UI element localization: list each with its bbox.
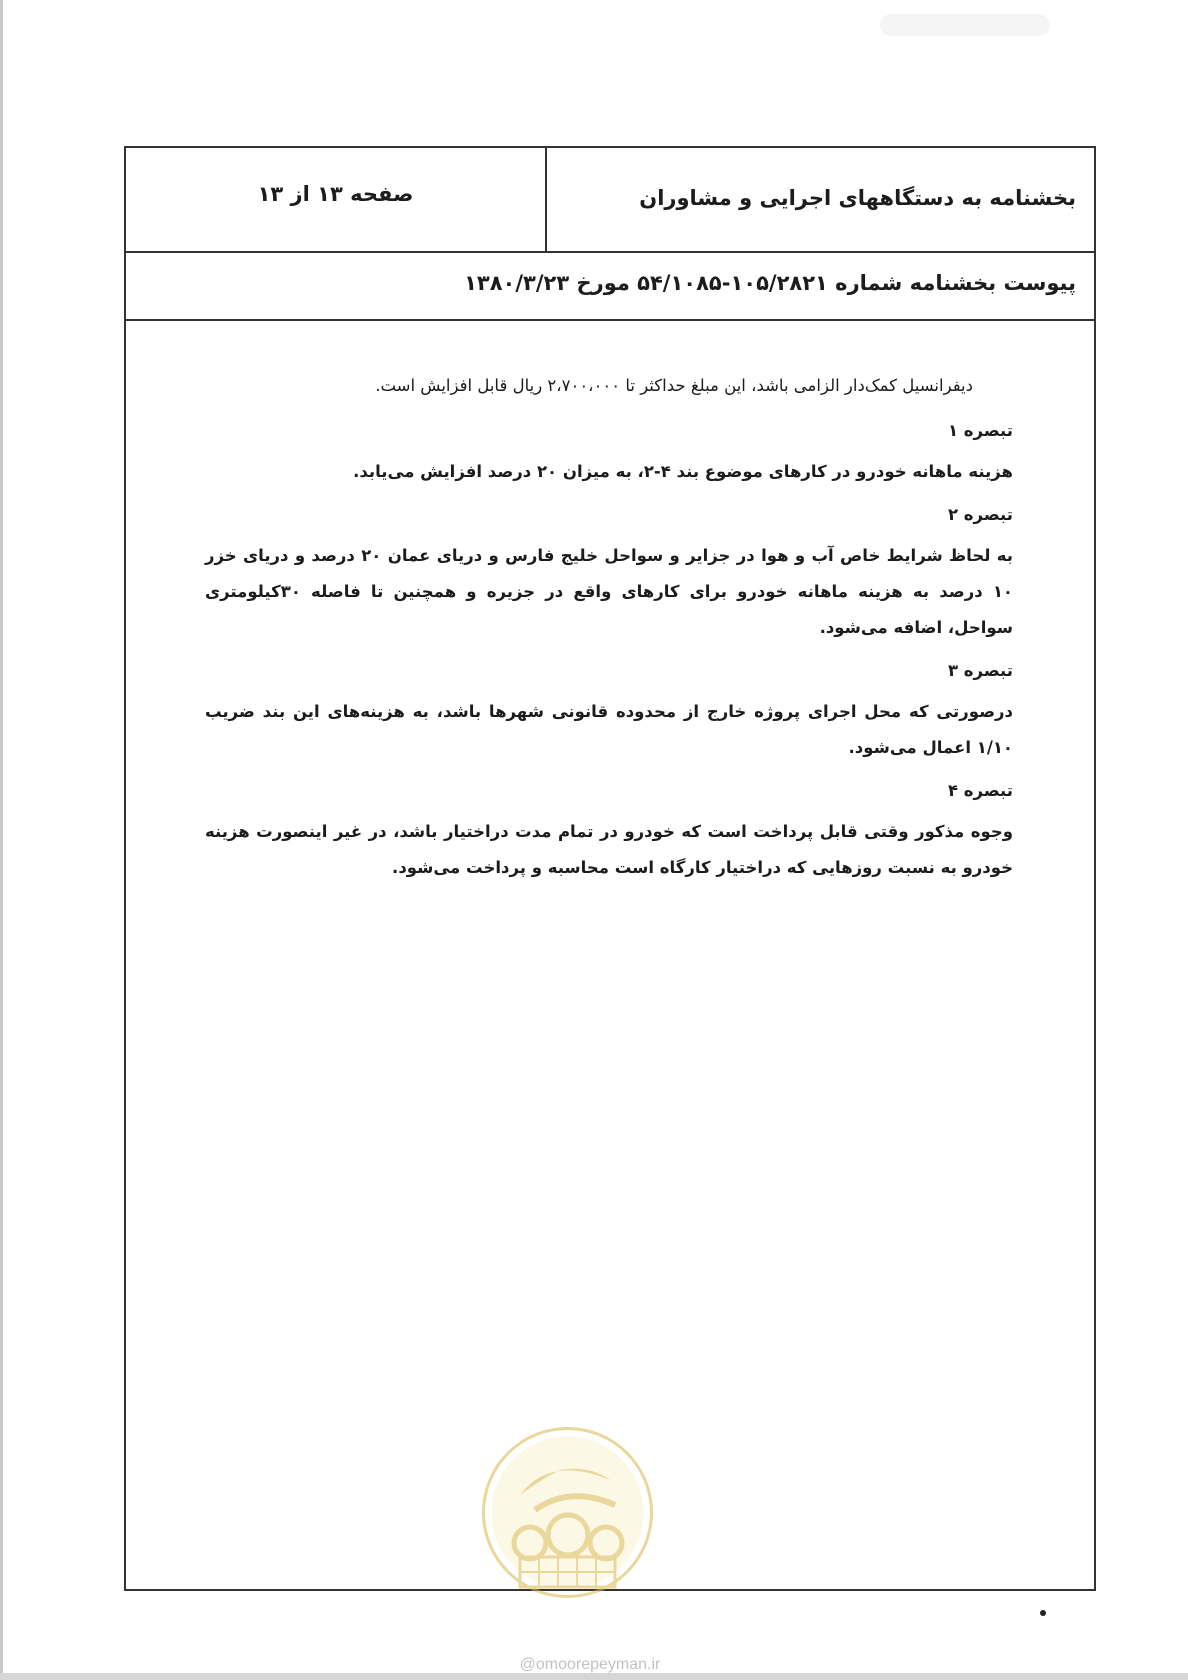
scan-smudge [880,14,1050,36]
bullet-dot [1040,1610,1046,1616]
watermark: @omoorepeyman.ir [519,1656,661,1673]
note-3-text: درصورتی که محل اجرای پروژه خارج از محدوده قانونی شهرها باشد، به هزینه‌های این بند ضریب ۱/۱۰ اعمال می‌شود. [205,702,1013,757]
reference-text: پیوست بخشنامه شماره ۱۰۵/۲۸۲۱-۵۴/۱۰۸۵ مورخ ۱۳۸۰/۳/۲۳ [464,271,1076,295]
note-2-title: تبصره ۲ [947,505,1013,524]
lead-paragraph: دیفرانسیل کمک‌دار الزامی باشد، این مبلغ حداکثر تا ۲،۷۰۰،۰۰۰ ریال قابل افزایش است. [375,376,973,395]
body-text [205,368,1013,894]
note-4-title: تبصره ۴ [947,781,1013,800]
note-2-text: به لحاظ شرایط خاص آب و هوا در جزایر و سواحل خلیج فارس و دریای عمان ۲۰ درصد و دریای خزر ۱۰ درصد به هزینه ماهانه خودرو برای کارهای واقع در جزیره و همچنین تا فاصله ۳۰کیلومتری سواحل، اضافه می‌شود. [205,546,1014,637]
seal-logo [480,1425,655,1600]
note-1-text: هزینه ماهانه خودرو در کارهای موضوع بند ۴-۲، به میزان ۲۰ درصد افزایش می‌یابد. [353,462,1013,481]
org-title: بخشنامه به دستگاههای اجرایی و مشاوران [639,186,1076,210]
reference-row [126,253,1094,321]
scan-edge-bottom [0,1673,1188,1680]
page-number: صفحه ۱۳ از ۱۳ [257,182,414,206]
header-row [126,148,1094,253]
note-3-title: تبصره ۳ [947,661,1013,680]
header-divider [545,148,547,251]
note-4-text: وجوه مذکور وقتی قابل پرداخت است که خودرو در تمام مدت دراختیار باشد، در غیر اینصورت هزینه خودرو به نسبت روزهایی که دراختیار کارگاه است محاسبه و پرداخت می‌شود. [205,822,1013,877]
scan-edge-left [0,0,3,1680]
note-1-title: تبصره ۱ [947,421,1013,440]
